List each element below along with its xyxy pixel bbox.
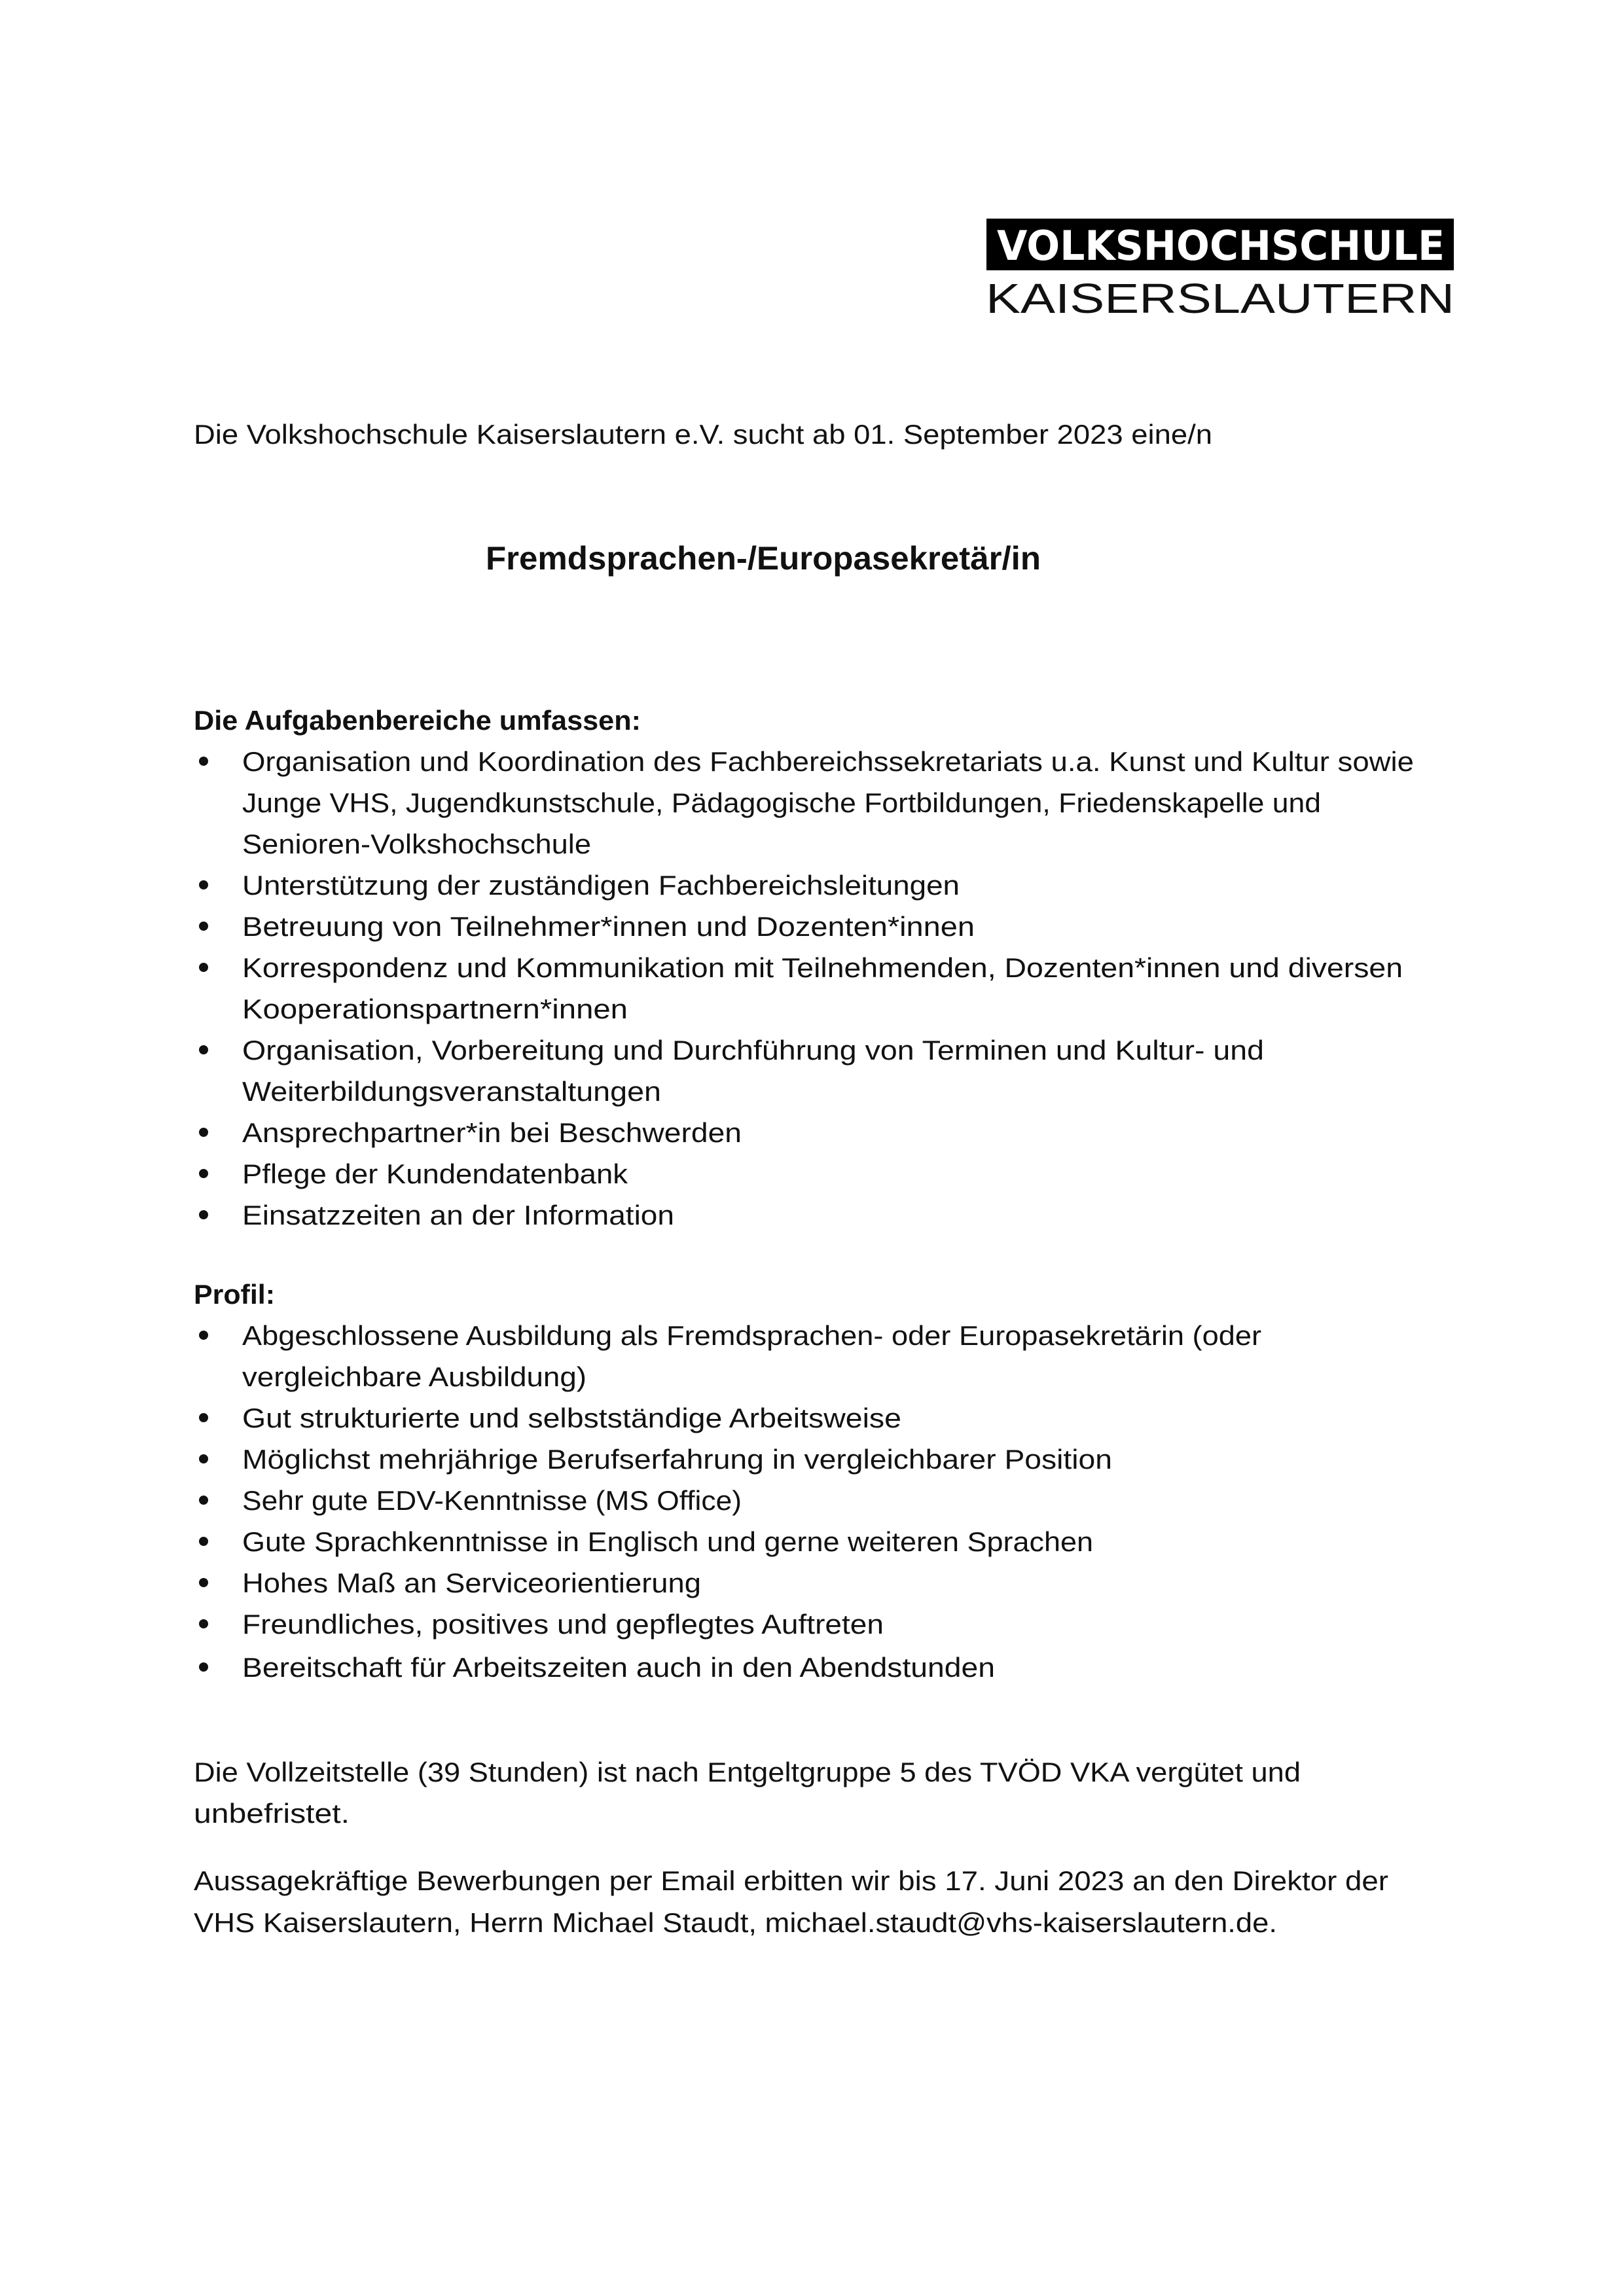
tasks-section [194, 705, 1414, 1230]
task-item-line: Ansprechpartner*in bei Beschwerden [242, 1117, 742, 1148]
profile-heading: Profil: [194, 1279, 275, 1310]
profile-item-line: vergleichbare Ausbildung) [242, 1361, 586, 1392]
task-item-line: Pflege der Kundendatenbank [242, 1158, 629, 1189]
application-line: Aussagekräftige Bewerbungen per Email erbitten wir bis 17. Juni 2023 an den Direktor der [194, 1865, 1389, 1896]
application-paragraph [194, 1865, 1388, 1938]
task-item-line: Senioren-Volkshochschule [242, 829, 591, 859]
logo-line-volkshochschule: VOLKSHOCHSCHULE [997, 222, 1445, 270]
bullet-icon [199, 963, 208, 972]
bullet-icon [199, 1454, 208, 1463]
task-item-line: Korrespondenz und Kommunikation mit Teilnehmenden, Dozenten*innen und diversen [242, 952, 1403, 983]
bullet-icon [199, 1128, 208, 1137]
intro-text: Die Volkshochschule Kaiserslautern e.V. sucht ab 01. September 2023 eine/n [194, 419, 1213, 450]
profile-item-line: Gut strukturierte und selbstständige Arbeitsweise [242, 1403, 901, 1433]
task-item-line: Weiterbildungsveranstaltungen [242, 1076, 661, 1107]
job-title: Fremdsprachen-/Europasekretär/in [486, 540, 1041, 577]
bullet-icon [199, 1662, 208, 1672]
bullet-icon [199, 1537, 208, 1546]
tasks-heading: Die Aufgabenbereiche umfassen: [194, 705, 641, 736]
logo-line-kaiserslautern: KAISERSLAUTERN [986, 275, 1454, 322]
bullet-icon [199, 1331, 208, 1340]
bullet-icon [199, 1413, 208, 1422]
profile-item-line: Möglichst mehrjährige Berufserfahrung in vergleichbarer Position [242, 1444, 1112, 1475]
profile-item-line: Gute Sprachkenntnisse in Englisch und gerne weiteren Sprachen [242, 1526, 1093, 1557]
bullet-icon [199, 1496, 208, 1505]
bullet-icon [199, 880, 208, 889]
profile-item-line: Bereitschaft für Arbeitszeiten auch in den Abendstunden [242, 1652, 995, 1683]
bullet-icon [199, 1619, 208, 1628]
bullet-icon [199, 1169, 208, 1178]
profile-item-line: Abgeschlossene Ausbildung als Fremdsprachen- oder Europasekretärin (oder [242, 1320, 1262, 1351]
task-item-line: Kooperationspartnern*innen [242, 994, 628, 1024]
tasks-list [199, 746, 1414, 1230]
task-item-line: Junge VHS, Jugendkunstschule, Pädagogische Fortbildungen, Friedenskapelle und [242, 787, 1321, 818]
profile-list [199, 1320, 1261, 1683]
task-item-line: Organisation, Vorbereitung und Durchführung von Terminen und Kultur- und [242, 1035, 1264, 1066]
vhs-logo [986, 219, 1454, 322]
task-item-line: Unterstützung der zuständigen Fachbereichsleitungen [242, 870, 960, 901]
profile-item-line: Sehr gute EDV-Kenntnisse (MS Office) [242, 1485, 742, 1516]
task-item-line: Organisation und Koordination des Fachbereichssekretariats u.a. Kunst und Kultur sowie [242, 746, 1414, 777]
task-item-line: Einsatzzeiten an der Information [242, 1200, 674, 1230]
conditions-paragraph [194, 1757, 1301, 1829]
application-line-with-email: VHS Kaiserslautern, Herrn Michael Staudt, michael.staudt@vhs-kaiserslautern.de. [194, 1907, 1277, 1938]
conditions-line: unbefristet. [194, 1798, 350, 1829]
profile-section [194, 1279, 1261, 1683]
bullet-icon [199, 1045, 208, 1054]
profile-item-line: Hohes Maß an Serviceorientierung [242, 1568, 701, 1598]
conditions-line: Die Vollzeitstelle (39 Stunden) ist nach Entgeltgruppe 5 des TVÖD VKA vergütet und [194, 1757, 1301, 1787]
bullet-icon [199, 922, 208, 931]
bullet-icon [199, 757, 208, 766]
task-item-line: Betreuung von Teilnehmer*innen und Dozenten*innen [242, 911, 975, 942]
bullet-icon [199, 1578, 208, 1587]
profile-item-line: Freundliches, positives und gepflegtes Auftreten [242, 1609, 884, 1640]
bullet-icon [199, 1210, 208, 1219]
